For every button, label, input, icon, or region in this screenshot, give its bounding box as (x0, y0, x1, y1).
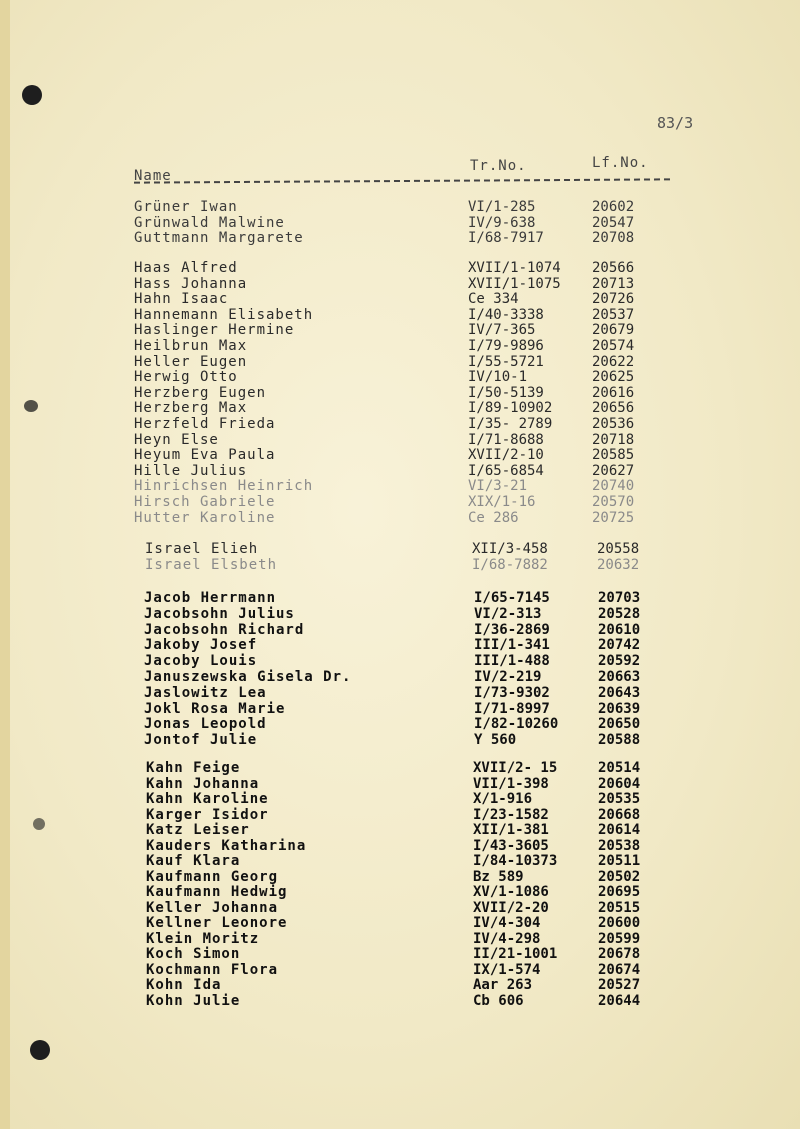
serial-number: 20515 (598, 899, 641, 916)
table-row (0, 385, 800, 401)
serial-number: 20625 (592, 369, 635, 386)
person-name: Jacobsohn Richard (144, 621, 305, 638)
table-row (0, 760, 800, 776)
person-name: Kahn Karoline (146, 791, 269, 807)
table-row (0, 215, 800, 231)
transport-number: Y 560 (474, 732, 517, 749)
serial-number: 20511 (598, 853, 641, 869)
person-name: Israel Elieh (145, 541, 259, 557)
transport-number: Cb 606 (473, 992, 524, 1009)
column-header-name: Name (134, 168, 172, 184)
table-row (0, 606, 800, 622)
transport-number: XV/1-1086 (473, 884, 549, 900)
serial-number: 20536 (592, 416, 635, 432)
serial-number: 20725 (592, 509, 635, 526)
table-row (0, 977, 800, 993)
serial-number: 20616 (592, 384, 635, 401)
serial-number: 20622 (592, 353, 635, 370)
serial-number: 20663 (598, 669, 641, 685)
person-name: Jacoby Louis (144, 653, 258, 670)
table-row (0, 946, 800, 962)
person-name: Kauders Katharina (146, 837, 307, 854)
table-row (0, 931, 800, 947)
serial-number: 20514 (598, 760, 641, 776)
serial-number: 20718 (592, 431, 635, 448)
person-name: Jakoby Josef (144, 637, 258, 654)
serial-number: 20604 (598, 775, 641, 792)
person-name: Januszewska Gisela Dr. (144, 669, 352, 685)
table-row (0, 199, 800, 215)
transport-number: I/65-6854 (468, 462, 544, 479)
person-name: Grüner Iwan (134, 199, 238, 215)
transport-number: I/55-5721 (468, 353, 544, 370)
serial-number: 20650 (598, 716, 641, 733)
transport-number: X/1-916 (473, 791, 533, 807)
table-row (0, 354, 800, 370)
transport-number: I/71-8688 (468, 431, 544, 448)
person-name: Hass Johanna (134, 275, 248, 292)
transport-number: I/71-8997 (474, 700, 550, 717)
transport-number: VI/2-313 (474, 605, 542, 622)
person-name: Karger Isidor (146, 806, 269, 823)
transport-number: IV/7-365 (468, 322, 536, 339)
table-row (0, 993, 800, 1009)
serial-number: 20703 (598, 590, 641, 606)
serial-number: 20599 (598, 930, 641, 947)
transport-number: VII/1-398 (473, 775, 549, 792)
transport-number: XVII/1-1075 (468, 275, 561, 292)
person-name: Heyn Else (134, 431, 219, 448)
transport-number: Bz 589 (473, 868, 524, 885)
person-name: Koch Simon (146, 946, 241, 962)
person-name: Kaufmann Georg (146, 868, 279, 885)
serial-number: 20678 (598, 946, 641, 962)
table-row (0, 541, 800, 557)
person-name: Haas Alfred (134, 260, 238, 276)
table-row (0, 369, 800, 385)
serial-number: 20614 (598, 822, 641, 838)
table-row (0, 260, 800, 276)
transport-number: XII/1-381 (473, 822, 549, 838)
serial-number: 20592 (598, 653, 641, 670)
serial-number: 20566 (592, 260, 635, 276)
transport-number: I/40-3338 (468, 306, 544, 323)
transport-number: I/82-10260 (474, 716, 559, 733)
table-row (0, 869, 800, 885)
person-name: Herzberg Max (134, 400, 248, 417)
serial-number: 20547 (592, 214, 635, 231)
person-name: Heller Eugen (134, 353, 248, 370)
person-name: Kohn Julie (146, 992, 241, 1009)
serial-number: 20726 (592, 291, 635, 308)
serial-number: 20588 (598, 732, 641, 749)
transport-number: XVII/2- 15 (473, 760, 558, 776)
person-name: Guttmann Margarete (134, 230, 304, 246)
transport-number: III/1-341 (474, 637, 550, 654)
serial-number: 20742 (598, 637, 641, 654)
serial-number: 20527 (598, 977, 641, 993)
table-row (0, 915, 800, 931)
serial-number: 20602 (592, 199, 635, 215)
transport-number: XII/3-458 (472, 541, 548, 557)
person-name: Kahn Johanna (146, 775, 260, 792)
serial-number: 20574 (592, 338, 635, 354)
table-row (0, 653, 800, 669)
serial-number: 20585 (592, 447, 635, 464)
table-row (0, 276, 800, 292)
transport-number: I/43-3605 (473, 837, 549, 854)
serial-number: 20610 (598, 621, 641, 638)
serial-number: 20558 (597, 541, 640, 557)
table-row (0, 791, 800, 807)
person-name: Hinrichsen Heinrich (134, 478, 314, 495)
person-name: Jaslowitz Lea (144, 684, 267, 701)
table-row (0, 590, 800, 606)
transport-number: IV/9-638 (468, 214, 536, 231)
table-row (0, 400, 800, 416)
page-number: 83/3 (657, 114, 694, 132)
table-row (0, 494, 800, 510)
serial-number: 20528 (598, 605, 641, 622)
serial-number: 20668 (598, 806, 641, 823)
table-row (0, 822, 800, 838)
table-row (0, 716, 800, 732)
transport-number: VI/3-21 (468, 478, 528, 495)
transport-number: Ce 286 (468, 509, 519, 526)
serial-number: 20535 (598, 791, 641, 807)
person-name: Herwig Otto (134, 369, 238, 386)
serial-number: 20502 (598, 868, 641, 885)
serial-number: 20538 (598, 837, 641, 854)
person-name: Kaufmann Hedwig (146, 884, 288, 900)
person-name: Hille Julius (134, 462, 248, 479)
table-row (0, 230, 800, 246)
table-row (0, 838, 800, 854)
table-row (0, 807, 800, 823)
transport-number: I/23-1582 (473, 806, 549, 823)
person-name: Jontof Julie (144, 732, 258, 749)
serial-number: 20674 (598, 961, 641, 978)
transport-number: I/36-2869 (474, 621, 550, 638)
transport-number: I/89-10902 (468, 400, 553, 417)
serial-number: 20740 (592, 478, 635, 495)
person-name: Grünwald Malwine (134, 214, 285, 231)
serial-number: 20570 (592, 494, 635, 510)
column-header-tr-no: Tr.No. (470, 158, 527, 174)
table-row (0, 669, 800, 685)
column-header-lf-no: Lf.No. (592, 155, 649, 171)
table-row (0, 322, 800, 338)
person-name: Hahn Isaac (134, 291, 229, 308)
transport-number: XVII/2-10 (468, 447, 544, 464)
person-name: Jokl Rosa Marie (144, 700, 286, 717)
transport-number: I/50-5139 (468, 384, 544, 401)
transport-number: VI/1-285 (468, 199, 536, 215)
transport-number: IX/1-574 (473, 961, 541, 978)
table-row (0, 637, 800, 653)
serial-number: 20644 (598, 992, 641, 1009)
table-row (0, 884, 800, 900)
serial-number: 20656 (592, 400, 635, 417)
serial-number: 20713 (592, 275, 635, 292)
transport-number: XVII/1-1074 (468, 260, 561, 276)
table-row (0, 853, 800, 869)
person-name: Israel Elsbeth (145, 557, 278, 573)
person-name: Heilbrun Max (134, 338, 248, 354)
transport-number: I/35- 2789 (468, 416, 553, 432)
transport-number: I/65-7145 (474, 590, 550, 606)
transport-number: Ce 334 (468, 291, 519, 308)
table-row (0, 432, 800, 448)
person-name: Kauf Klara (146, 853, 241, 869)
table-row (0, 962, 800, 978)
table-row (0, 732, 800, 748)
transport-number: XIX/1-16 (468, 494, 536, 510)
transport-number: II/21-1001 (473, 946, 558, 962)
person-name: Kochmann Flora (146, 961, 279, 978)
table-row (0, 447, 800, 463)
table-row (0, 478, 800, 494)
serial-number: 20632 (597, 557, 640, 573)
transport-number: XVII/2-20 (473, 899, 549, 916)
transport-number: III/1-488 (474, 653, 550, 670)
transport-number: Aar 263 (473, 977, 533, 993)
person-name: Katz Leiser (146, 822, 250, 838)
person-name: Jonas Leopold (144, 716, 267, 733)
table-row (0, 510, 800, 526)
person-name: Haslinger Hermine (134, 322, 295, 339)
person-name: Klein Moritz (146, 930, 260, 947)
table-row (0, 416, 800, 432)
person-name: Jacobsohn Julius (144, 605, 295, 622)
transport-number: I/84-10373 (473, 853, 558, 869)
transport-number: I/68-7882 (472, 557, 548, 573)
serial-number: 20679 (592, 322, 635, 339)
table-row (0, 622, 800, 638)
table-row (0, 776, 800, 792)
serial-number: 20708 (592, 230, 635, 246)
table-row (0, 307, 800, 323)
transport-number: I/68-7917 (468, 230, 544, 246)
person-name: Kahn Feige (146, 760, 241, 776)
table-row (0, 463, 800, 479)
table-row (0, 557, 800, 573)
transport-number: IV/10-1 (468, 369, 528, 386)
person-name: Herzfeld Frieda (134, 416, 276, 432)
transport-number: IV/4-304 (473, 915, 541, 931)
person-name: Heyum Eva Paula (134, 447, 276, 464)
person-name: Hutter Karoline (134, 509, 276, 526)
table-row (0, 338, 800, 354)
serial-number: 20643 (598, 684, 641, 701)
table-row (0, 291, 800, 307)
transport-number: IV/4-298 (473, 930, 541, 947)
person-name: Keller Johanna (146, 899, 279, 916)
table-row (0, 685, 800, 701)
person-name: Hirsch Gabriele (134, 494, 276, 510)
table-row (0, 701, 800, 717)
table-row (0, 900, 800, 916)
transport-number: I/79-9896 (468, 338, 544, 354)
serial-number: 20639 (598, 700, 641, 717)
serial-number: 20695 (598, 884, 641, 900)
person-name: Jacob Herrmann (144, 590, 277, 606)
person-name: Herzberg Eugen (134, 384, 267, 401)
transport-number: IV/2-219 (474, 669, 542, 685)
person-name: Hannemann Elisabeth (134, 306, 314, 323)
serial-number: 20537 (592, 306, 635, 323)
person-name: Kellner Leonore (146, 915, 288, 931)
person-name: Kohn Ida (146, 977, 222, 993)
serial-number: 20627 (592, 462, 635, 479)
serial-number: 20600 (598, 915, 641, 931)
transport-number: I/73-9302 (474, 684, 550, 701)
